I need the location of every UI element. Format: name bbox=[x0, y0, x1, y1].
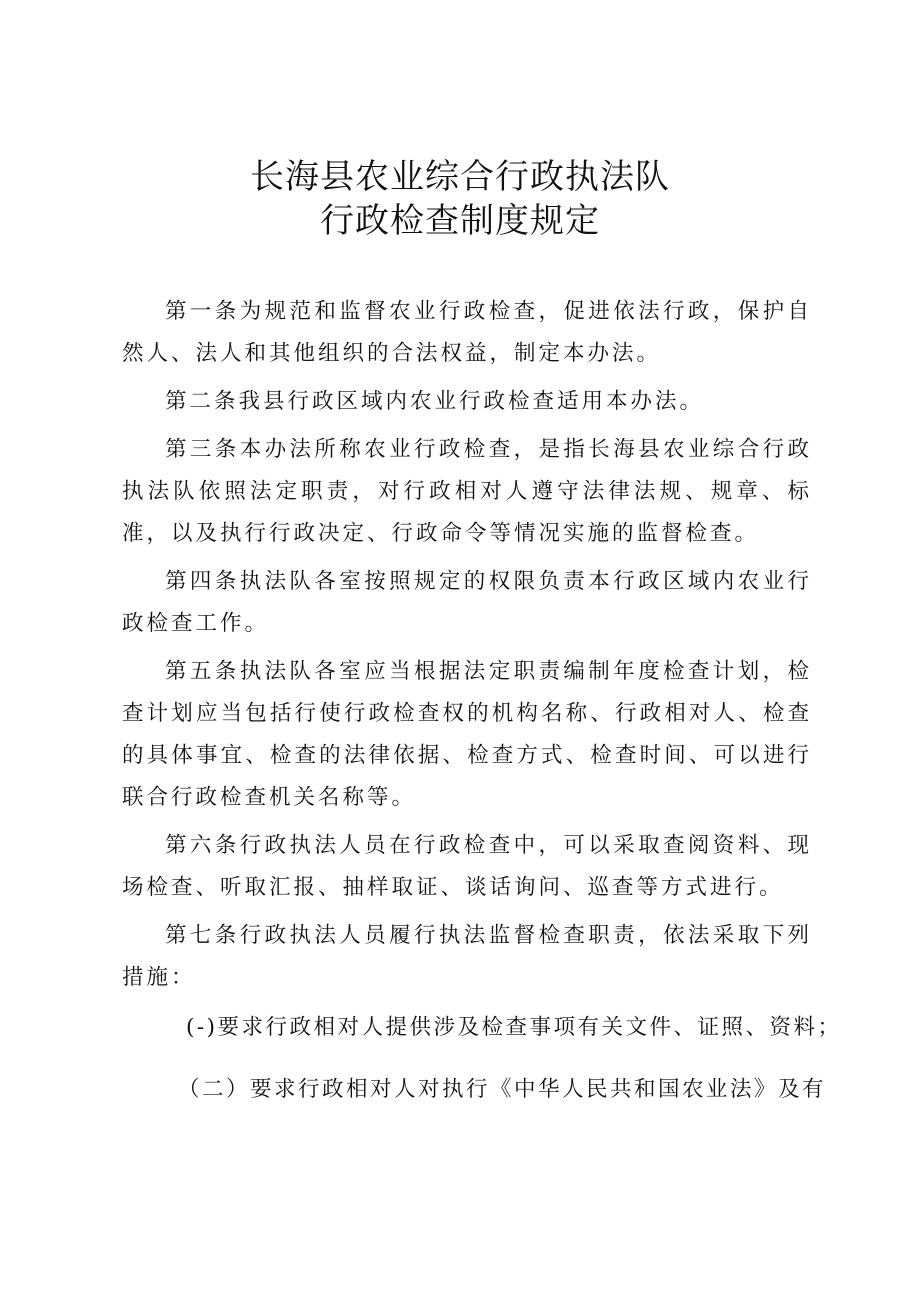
article-1: 第一条为规范和监督农业行政检查，促进依法行政，保护自然人、法人和其他组织的合法权益，制定本办法。 bbox=[122, 299, 812, 366]
document-title-line-1: 长海县农业综合行政执法队 bbox=[250, 157, 670, 197]
measure-item-2: （二）要求行政相对人对执行《中华人民共和国农业法》及有 bbox=[178, 1077, 827, 1102]
article-5: 第五条执法队各室应当根据法定职责编制年度检查计划，检查计划应当包括行使行政检查权的机构名称、行政相对人、检查的具体事宜、检查的法律依据、检查方式、检查时间、可以进行联合行政检查机关名称等。 bbox=[122, 659, 812, 810]
article-3: 第三条本办法所称农业行政检查，是指长海县农业综合行政执法队依照法定职责，对行政相对人遵守法律法规、规章、标准，以及执行行政决定、行政命令等情况实施的监督检查。 bbox=[122, 437, 812, 546]
document-title-line-2: 行政检查制度规定 bbox=[320, 201, 600, 241]
document-body bbox=[122, 291, 842, 1111]
article-7: 第七条行政执法人员履行执法监督检查职责，依法采取下列措施： bbox=[122, 923, 812, 990]
measure-item-1: (-)要求行政相对人提供涉及检查事项有关文件、证照、资料； bbox=[186, 1015, 842, 1040]
article-6: 第六条行政执法人员在行政检查中，可以采取查阅资料、现场检查、听取汇报、抽样取证、谈话询问、巡查等方式进行。 bbox=[122, 833, 812, 900]
article-4: 第四条执法队各室按照规定的权限负责本行政区域内农业行政检查工作。 bbox=[122, 569, 812, 636]
article-2: 第二条我县行政区域内农业行政检查适用本办法。 bbox=[165, 389, 705, 414]
